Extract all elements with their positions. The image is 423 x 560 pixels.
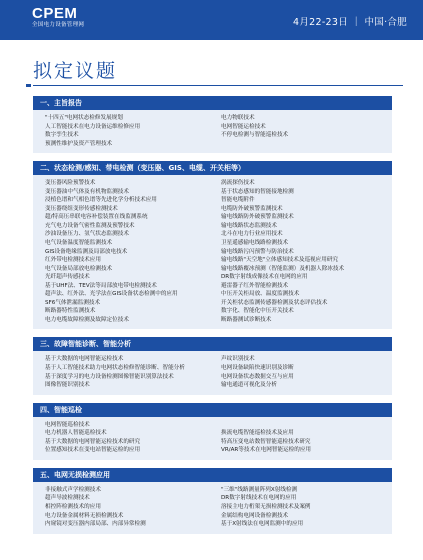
topic-item: 基于人工智能技术助力电网状态检修智能诊断、智能分析 xyxy=(45,365,185,372)
topic-item: 基于状态感知的智能接地检测 xyxy=(221,188,294,195)
topic-item: 相控阵检测技术的应用 xyxy=(45,503,101,510)
topic-item: 红外带电检测技术应用 xyxy=(45,257,101,264)
topic-item: 智能电缆附件 xyxy=(221,197,255,204)
section-header: 二、状态检测/感知、带电检测（变压器、GIS、电缆、开关柜等） xyxy=(33,161,392,175)
topic-item: 超/特高压串联电容补偿装置在线监测系统 xyxy=(45,214,148,221)
topic-item: 人工智能技术在电力设备运维检修应用 xyxy=(45,123,141,130)
topic-column-right xyxy=(221,355,386,389)
topic-item: 非接触式声学检测技术 xyxy=(45,486,101,493)
topic-column-right xyxy=(221,179,386,324)
topic-item: 基于大数据的电网智能运检技术的研究 xyxy=(45,438,141,445)
logo xyxy=(32,6,84,29)
topic-item: 电缆防外破预警监测技术 xyxy=(221,205,283,212)
title-accent xyxy=(26,84,31,87)
topic-item: 电力电缆故障检测及故障定位技术 xyxy=(45,316,129,323)
topic-item: 输电线路状态监测技术 xyxy=(221,222,277,229)
section-header: 三、故障智能诊断、智能分析 xyxy=(33,337,392,351)
topic-item: 卫星遥感输电线路检测技术 xyxy=(221,240,289,247)
topic-item: 输电线路污闪预警与防治技术 xyxy=(221,248,294,255)
topic-item: 金属结构电网设备检测技术 xyxy=(221,512,289,519)
title-rule xyxy=(33,85,403,86)
topic-item: 输电通道可视化及分析 xyxy=(221,382,277,389)
event-date-location: 4月22-23日 ｜ 中国·合肥 xyxy=(292,17,407,28)
topic-item: 位置感知技术在变电站智能运检的应用 xyxy=(45,447,141,454)
section-header: 四、智能巡检 xyxy=(33,403,392,417)
topic-item: 特高压变电站数智智能巡检技术研究 xyxy=(221,438,311,445)
logo-main: CPEM xyxy=(32,5,78,22)
section-body xyxy=(33,482,392,534)
topic-section xyxy=(33,161,392,329)
topic-item: 变压器风险预警技术 xyxy=(45,180,96,187)
section-header: 一、主旨报告 xyxy=(33,96,392,110)
topic-item: 电力物联技术 xyxy=(221,115,255,121)
logo-sub: 全国电力设备管理网 xyxy=(32,22,85,28)
topic-item: 基于UHF法、TEV法等局部放电带电检测技术 xyxy=(45,282,157,289)
topic-item: GIS设备绝缘监测及局部放电技术 xyxy=(45,248,128,255)
topic-item: 电网设备状态数据交互与应用 xyxy=(221,373,294,380)
topic-item: 溶接主电力桁架无损检测技术及案例 xyxy=(221,503,311,510)
topic-item: "十四五"电网状态检修发展规划 xyxy=(45,115,123,121)
topic-item: 内窥镜对变压器内部局部、内部异常检测 xyxy=(45,521,146,528)
topic-column-left xyxy=(45,421,221,455)
topic-item: 输电线路"天空地"立体感知技术及巡视应用研究 xyxy=(221,257,339,264)
topic-item: 基于大数据的电网智能运检技术 xyxy=(45,356,124,363)
topic-item: 电力设备金属材料无损检测技术 xyxy=(45,512,124,519)
section-body xyxy=(33,351,392,394)
topic-item: 充气电力设备气密性监测及预警技术 xyxy=(45,222,135,229)
topic-item: 中压开关柜局放、温度监测技术 xyxy=(221,291,300,298)
topic-item: 换流电缆智能巡检技术及应用 xyxy=(221,430,294,437)
topic-column-left xyxy=(45,486,221,529)
topic-item: 电气设备局部放电检测技术 xyxy=(45,265,113,272)
topic-item: 电网智能巡检技术 xyxy=(45,421,90,428)
topic-item: "三维"线路测量阵列X射线检测 xyxy=(221,486,298,493)
topic-item: 基于X射线法在电网监测中的应用 xyxy=(221,521,304,528)
topic-item: 基于深度学习的电力设备检测图像智能识别算法技术 xyxy=(45,373,174,380)
topic-item: 不停电检测与智能巡检技术 xyxy=(221,132,289,139)
topic-item: 电力机器人智能巡检技术 xyxy=(45,430,107,437)
topic-section xyxy=(33,468,392,534)
section-body xyxy=(33,175,392,329)
topic-column-left xyxy=(45,114,221,148)
topic-item: 电网设备缺陷快速识别及诊断 xyxy=(221,365,294,372)
section-body xyxy=(33,417,392,460)
topic-section xyxy=(33,403,392,460)
topic-item: 避雷器子红外智能检测技术 xyxy=(221,282,289,289)
topic-section xyxy=(33,337,392,394)
topic-item: VR/AR等技术在电网智能运检的应用 xyxy=(221,447,312,454)
topic-item: 图像智能识别技术 xyxy=(45,382,90,389)
topic-item: 数字化、智能化中压开关技术 xyxy=(221,308,294,315)
topic-item: 输电线路覆冰预测（智能监测）及机器人除冰技术 xyxy=(221,265,345,272)
topic-item: 浸植色谱和气相色谱等先进化学分析技术应用 xyxy=(45,197,157,204)
topic-item: 声纹识别技术 xyxy=(221,356,255,363)
topic-column-right xyxy=(221,421,386,455)
topic-item: 开关柜状态监测传感器检测及状态评估技术 xyxy=(221,299,328,306)
topic-item: 变压器绕组变形传感检测技术 xyxy=(45,205,118,212)
page-title: 拟定议题 xyxy=(33,60,118,82)
topic-item: 沙油设备压力、氢气状态监测技术 xyxy=(45,231,129,238)
topic-column-left xyxy=(45,179,221,324)
topic-item: 光纤超声传感技术 xyxy=(45,274,90,281)
topic-item: 数字孪生技术 xyxy=(45,132,79,139)
topic-item xyxy=(221,421,386,430)
topic-item: 北斗在电力行业应用技术 xyxy=(221,231,283,238)
topic-column-right xyxy=(221,114,386,148)
topic-item: 断路器特性监测技术 xyxy=(45,308,96,315)
topic-column-left xyxy=(45,355,221,389)
topic-item: 输电线路防外破预警监测技术 xyxy=(221,214,294,221)
topic-item: 电网智能运检技术 xyxy=(221,123,266,130)
topic-item: SF6气体泄漏监测技术 xyxy=(45,299,101,306)
topic-item: 超声导波检测技术 xyxy=(45,495,90,502)
topic-item: 断路器测试诊断技术 xyxy=(221,316,272,323)
section-header: 五、电网无损检测应用 xyxy=(33,468,392,482)
topic-item: DR数字射线成像技术在电网的应用 xyxy=(221,274,308,281)
topic-item: DR数字射线技术在电网的应用 xyxy=(221,495,297,502)
topic-item: 变压器油中气体及有机物监测技术 xyxy=(45,188,129,195)
topic-sections xyxy=(33,96,392,542)
topic-column-right xyxy=(221,486,386,529)
topic-item: 超声法、红外法、光学法在GIS设备状态检测中的应用 xyxy=(45,291,178,298)
topic-section xyxy=(33,96,392,153)
topic-item: 预测性维护及资产管理技术 xyxy=(45,140,113,147)
section-body xyxy=(33,110,392,153)
topic-item: 电气设备温度智能监测技术 xyxy=(45,240,113,247)
topic-item: 涡流探伤技术 xyxy=(221,180,255,187)
header-bar xyxy=(0,0,423,40)
